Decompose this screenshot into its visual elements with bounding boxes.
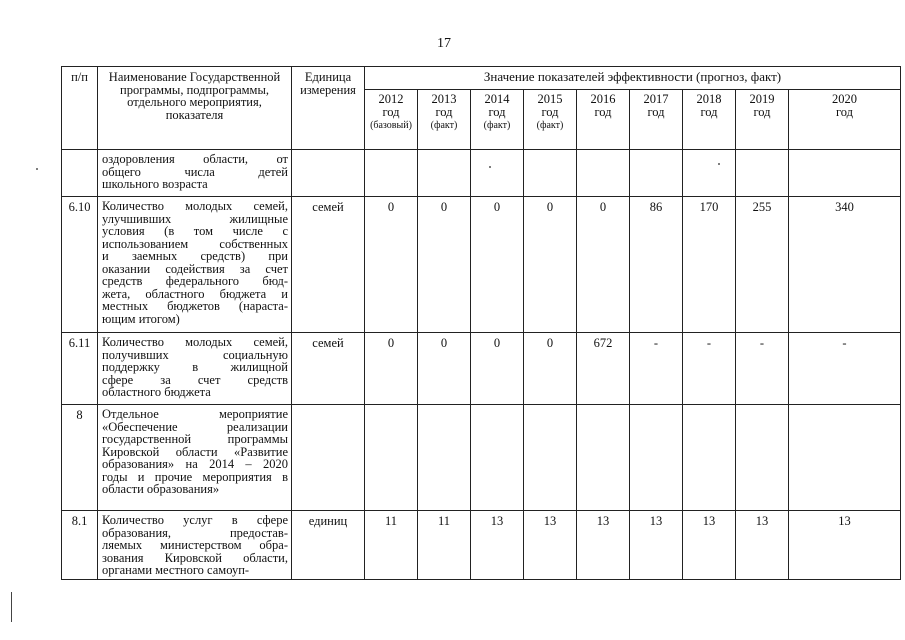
header-values: Значение показателей эффективности (прогноз, факт) [365,67,901,90]
unit-cell: единиц [292,511,365,580]
header-num: п/п [62,67,98,150]
indicator-name [98,511,292,580]
year-header-2018 [683,90,736,150]
name-line: Количество услуг в сфере [102,513,288,527]
value-cell-2015: 0 [524,197,577,333]
value-cell-2017: 86 [630,197,683,333]
year-sub: год [753,104,771,119]
table-row [62,511,901,580]
table-row [62,197,901,333]
value-cell-2014: 0 [471,333,524,405]
table-row [62,333,901,405]
value-cell-2017 [630,405,683,511]
year-header-2012 [365,90,418,150]
table-row [62,405,901,511]
year-sub: год [382,104,400,119]
page-number: 17 [437,36,451,51]
name-line: Отдельное мероприятие [102,407,288,421]
value-cell-2014 [471,150,524,197]
name-line: оказании содействия за счет [102,261,288,276]
year-sub: год [541,104,559,119]
value-cell-2017: 13 [630,511,683,580]
year-label: 2020 [832,92,857,106]
year-label: 2019 [749,92,775,106]
year-label: 2014 [484,92,510,106]
name-line: государственной программы [102,432,288,446]
unit-cell [292,405,365,511]
year-header-2020 [789,90,901,150]
indicator-name [98,333,292,405]
value-cell-2017 [630,150,683,197]
value-cell-2014 [471,405,524,511]
name-line: поддержку в жилищной [102,360,288,374]
value-cell-2015: 13 [524,511,577,580]
name-line: годы и прочие мероприятия в [102,469,288,484]
unit-cell: семей [292,197,365,333]
name-line: средств федерального бюд- [102,274,288,288]
value-cell-2012 [365,150,418,197]
value-cell-2015 [524,405,577,511]
value-cell-2020: - [789,333,901,405]
value-cell-2015 [524,150,577,197]
row-number: 8.1 [62,511,98,580]
year-header-2013 [418,90,471,150]
table-header [62,67,901,150]
row-number: 8 [62,405,98,511]
value-cell-2012: 0 [365,333,418,405]
name-line: получивших социальную [102,347,288,362]
table-body [62,150,901,580]
name-line: использованием собственных [102,236,288,251]
value-cell-2018 [683,405,736,511]
year-header-2019 [736,90,789,150]
value-cell-2013: 11 [418,511,471,580]
value-cell-2018: - [683,333,736,405]
name-line: улучшивших жилищные [102,211,288,226]
year-sub: год [594,104,612,119]
name-line: Количество молодых семей, [102,335,288,349]
value-cell-2018 [683,150,736,197]
name-line: образования, предостав- [102,525,288,540]
value-cell-2014: 13 [471,511,524,580]
name-line: Количество молодых семей, [102,199,288,213]
name-line: Кировской области «Развитие [102,444,288,459]
year-note: (факт) [536,120,564,131]
name-line: жета, областного бюджета и [102,286,288,301]
unit-cell [292,150,365,197]
value-cell-2012: 11 [365,511,418,580]
value-cell-2019: - [736,333,789,405]
year-note: (факт) [483,120,511,131]
name-line: оздоровления области, от [102,152,288,166]
name-line: сфере за счет средств [102,372,288,387]
row-number: 6.11 [62,333,98,405]
row-number [62,150,98,197]
year-sub: год [700,104,718,119]
year-header-2016 [577,90,630,150]
name-line: ляемых министерством обра- [102,538,288,552]
name-line: и заемных средств) при [102,249,288,263]
value-cell-2018: 170 [683,197,736,333]
value-cell-2012: 0 [365,197,418,333]
value-cell-2013: 0 [418,333,471,405]
value-cell-2014: 0 [471,197,524,333]
value-cell-2019 [736,150,789,197]
header-unit: Единица измерения [292,67,365,150]
year-label: 2017 [643,92,669,106]
name-line: ющим итогом) [102,311,180,326]
value-cell-2016 [577,150,630,197]
value-cell-2016: 672 [577,333,630,405]
value-cell-2020 [789,405,901,511]
value-cell-2016: 13 [577,511,630,580]
name-line: органами местного самоуп- [102,563,250,577]
value-cell-2020 [789,150,901,197]
name-line: областного бюджета [102,385,211,399]
header-name: Наименование Государственной программы, подпрограммы, отдельного мероприятия, показателя [98,67,292,150]
value-cell-2019: 255 [736,197,789,333]
name-line: школьного возраста [102,177,208,191]
name-line: области образования» [102,482,220,496]
scan-speck [36,168,38,170]
year-header-2017 [630,90,683,150]
value-cell-2017: - [630,333,683,405]
name-line: образования» на 2014 – 2020 [102,457,288,471]
year-header-2014 [471,90,524,150]
indicator-name [98,405,292,511]
value-cell-2019 [736,405,789,511]
name-line: условия (в том числе с [102,224,288,238]
year-sub: год [435,104,453,119]
value-cell-2012 [365,405,418,511]
value-cell-2019: 13 [736,511,789,580]
year-label: 2018 [696,92,722,106]
indicator-name [98,197,292,333]
indicators-table [61,66,901,580]
year-header-2015 [524,90,577,150]
value-cell-2013: 0 [418,197,471,333]
year-sub: год [488,104,506,119]
year-label: 2015 [537,92,563,106]
row-number: 6.10 [62,197,98,333]
name-line: местных бюджетов (нараста- [102,299,288,313]
unit-cell: семей [292,333,365,405]
value-cell-2020: 13 [789,511,901,580]
value-cell-2020: 340 [789,197,901,333]
value-cell-2013 [418,405,471,511]
year-note: (факт) [430,120,458,131]
value-cell-2016: 0 [577,197,630,333]
name-line: зования Кировской области, [102,550,288,565]
indicator-name [98,150,292,197]
value-cell-2015: 0 [524,333,577,405]
value-cell-2016 [577,405,630,511]
year-sub: год [647,104,665,119]
year-label: 2016 [590,92,616,106]
value-cell-2018: 13 [683,511,736,580]
year-sub: год [835,104,854,119]
year-label: 2013 [431,92,457,106]
margin-mark [11,592,12,622]
name-line: общего числа детей [102,164,288,179]
year-note: (базовый) [370,120,412,131]
year-label: 2012 [378,92,404,106]
name-line: «Обеспечение реализации [102,419,288,434]
table-row [62,150,901,197]
value-cell-2013 [418,150,471,197]
